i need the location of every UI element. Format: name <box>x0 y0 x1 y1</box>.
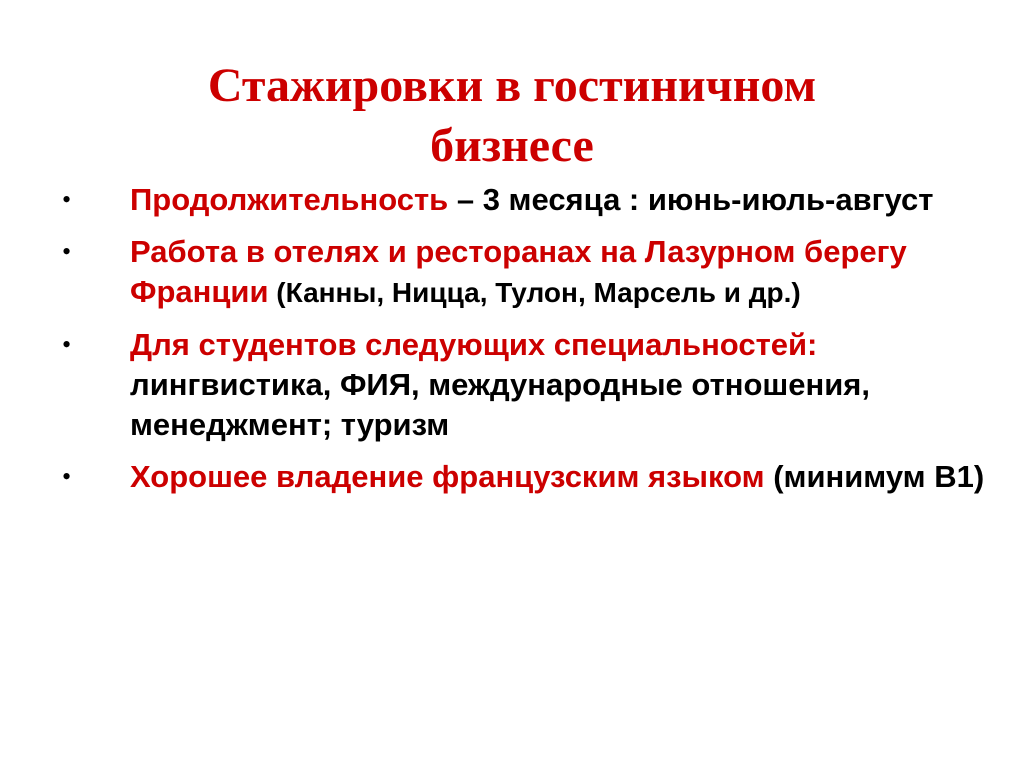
slide-title-line-1: Стажировки в гостиничном <box>207 59 817 112</box>
bullet-text-duration: – 3 месяца : июнь-июль-август <box>448 182 934 217</box>
bullet-text-level: (минимум В1) <box>764 459 985 494</box>
bullet-text-cities: (Канны, Ницца, Тулон, Марсель и др.) <box>268 277 801 308</box>
bullet-icon: • <box>62 237 72 266</box>
bullet-icon: • <box>62 330 72 359</box>
bullet-list <box>60 180 990 509</box>
bullet-item-work <box>60 232 990 313</box>
bullet-item-duration <box>60 180 990 220</box>
slide-title <box>90 56 934 176</box>
bullet-item-students <box>60 325 990 445</box>
bullet-text-specialties: лингвистика, ФИЯ, международные отношения, менеджмент; туризм <box>130 367 870 442</box>
bullet-icon: • <box>62 185 72 214</box>
bullet-label-language: Хорошее владение французским языком <box>130 459 765 494</box>
bullet-item-language <box>60 457 990 497</box>
bullet-icon: • <box>62 462 72 491</box>
bullet-label-work: Работа в отелях и ресторанах на Лазурном берегу Франции <box>130 234 907 309</box>
slide-title-line-2: бизнесе <box>430 119 594 172</box>
bullet-label-duration: Продолжительность <box>130 182 449 217</box>
bullet-label-students: Для студентов следующих специальностей: <box>130 327 818 362</box>
